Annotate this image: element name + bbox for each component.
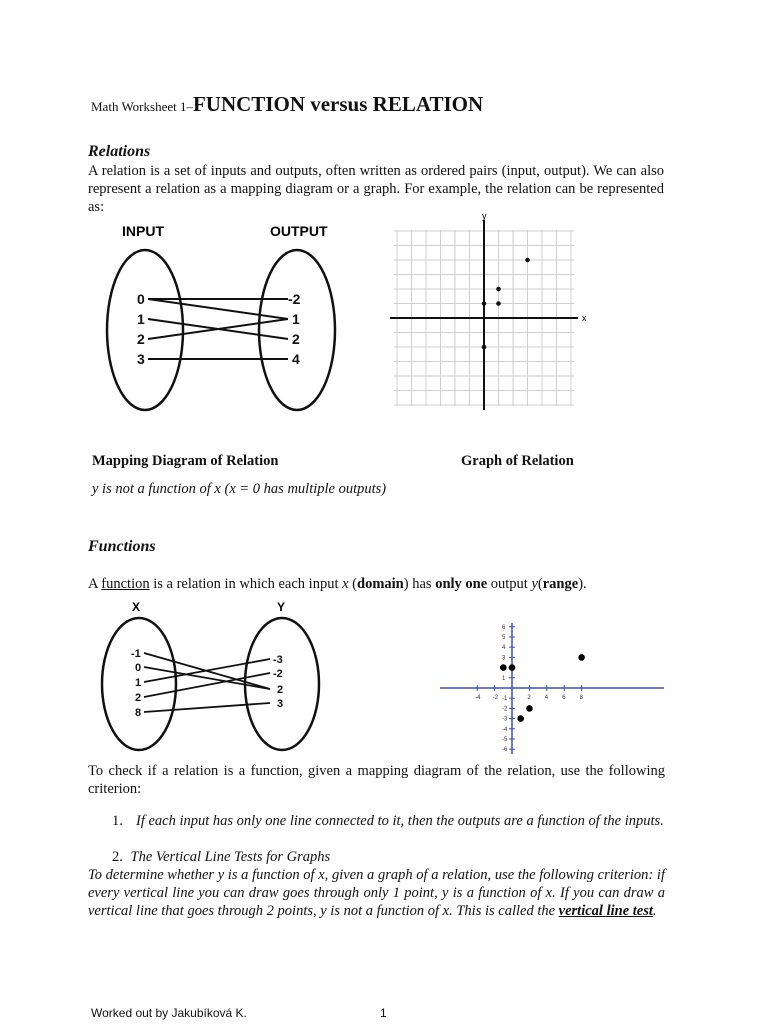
function-point xyxy=(517,715,524,722)
relation-mapping-diagram xyxy=(100,218,345,418)
mapping-caption: Mapping Diagram of Relation xyxy=(92,453,279,469)
output-value: 2 xyxy=(292,331,300,347)
def-x: x xyxy=(342,576,349,592)
y-value: -2 xyxy=(273,668,283,680)
def-text: A xyxy=(88,576,102,592)
x-value: 8 xyxy=(135,707,142,719)
function-mapping-diagram xyxy=(96,598,331,758)
title-prefix: Math Worksheet 1– xyxy=(91,99,193,114)
input-value: 2 xyxy=(137,331,145,347)
x-tick-label: 6 xyxy=(562,695,566,701)
title-main: FUNCTION versus RELATION xyxy=(192,92,484,116)
function-point xyxy=(509,664,516,671)
relations-heading: Relations xyxy=(88,143,151,160)
def-text: ( xyxy=(348,576,358,592)
function-term: function xyxy=(101,576,150,592)
relation-point xyxy=(496,301,501,306)
criterion-text: If each input has only one line connected to it, then the outputs are a function of the inputs. xyxy=(136,813,664,829)
relation-point xyxy=(525,258,530,263)
input-label: INPUT xyxy=(122,223,164,239)
vlt-end: . xyxy=(652,903,657,919)
x-value: -1 xyxy=(131,648,141,660)
output-value: -2 xyxy=(288,291,301,307)
footer-author: Worked out by Jakubíková K. xyxy=(91,1006,247,1020)
x-tick-label: 8 xyxy=(579,695,583,701)
output-oval xyxy=(259,250,335,410)
input-value: 0 xyxy=(137,291,145,307)
function-point xyxy=(578,654,585,661)
output-value: 4 xyxy=(292,351,300,367)
only-one-term: only one xyxy=(435,576,488,592)
x-tick-label: -4 xyxy=(475,695,481,701)
y-tick-label: -2 xyxy=(502,706,508,713)
functions-heading: Functions xyxy=(88,538,156,555)
x-axis-label: x xyxy=(582,313,587,323)
page-title xyxy=(91,92,483,117)
y-tick-label: 4 xyxy=(502,645,506,652)
x-value: 2 xyxy=(135,692,142,704)
x-value: 1 xyxy=(135,677,142,689)
y-tick-label: -1 xyxy=(502,696,508,703)
vertical-line-test-paragraph xyxy=(88,866,665,920)
relation-point xyxy=(496,287,501,292)
function-point xyxy=(526,705,533,712)
y-tick-label: 6 xyxy=(502,624,506,631)
function-point xyxy=(500,664,507,671)
graph-caption: Graph of Relation xyxy=(461,453,574,469)
input-value: 1 xyxy=(137,311,145,327)
def-text: output xyxy=(487,576,532,592)
y-value: 3 xyxy=(277,698,284,710)
check-intro: To check if a relation is a function, given a mapping diagram of the relation, use the following criterion: xyxy=(88,763,665,797)
def-text: ( xyxy=(537,576,543,592)
y-tick-label: -4 xyxy=(502,726,508,733)
range-term: range xyxy=(542,576,579,592)
criterion-1 xyxy=(112,812,672,830)
input-value: 3 xyxy=(137,351,145,367)
criterion-2 xyxy=(112,848,330,866)
relation-graph xyxy=(390,208,600,413)
function-graph xyxy=(435,620,670,760)
criterion-text: The Vertical Line Tests for Graphs xyxy=(130,849,331,865)
output-label: OUTPUT xyxy=(270,223,328,239)
y-tick-label: -6 xyxy=(502,747,508,754)
relation-point xyxy=(482,301,487,306)
domain-term: domain xyxy=(357,576,404,592)
relation-point xyxy=(482,345,487,350)
def-text: ). xyxy=(578,576,587,592)
def-text: ) has xyxy=(403,576,436,592)
def-text: is a relation in which each input xyxy=(149,576,343,592)
map-line xyxy=(144,703,270,712)
footer-page-number: 1 xyxy=(380,1006,387,1020)
criterion-number: 2. xyxy=(112,849,123,865)
relations-intro: A relation is a set of inputs and outputs, often written as ordered pairs (input, output). We can also represent a relation as a mapping diagram or a graph. For example, the relation can be represented as: xyxy=(88,163,664,215)
x-tick-label: -2 xyxy=(492,695,498,701)
y-tick-label: -3 xyxy=(502,716,508,723)
y-set-label: Y xyxy=(277,600,286,614)
y-axis-label: y xyxy=(482,211,487,221)
y-tick-label: -5 xyxy=(502,737,508,743)
vlt-text: To determine whether y is a function of x, given a graph of a relation, use the following criterion: if every vertical line you can draw goes through only 1 point, y is a function of x. If you can draw a vertical line that goes through 2 points, y is not a function of x. This is called the xyxy=(88,867,665,919)
output-value: 1 xyxy=(292,311,300,327)
x-tick-label: 2 xyxy=(527,695,531,701)
y-value: -3 xyxy=(273,654,283,666)
y-tick-label: 1 xyxy=(502,675,506,682)
relation-note: y is not a function of x (x = 0 has multiple outputs) xyxy=(92,481,387,497)
vlt-term: vertical line test xyxy=(558,903,653,919)
x-tick-label: 4 xyxy=(544,695,549,701)
criterion-number: 1. xyxy=(112,813,123,829)
map-line xyxy=(148,299,288,319)
def-y: y xyxy=(531,576,538,592)
y-value: 2 xyxy=(277,684,284,696)
y-tick-label: 5 xyxy=(502,635,506,641)
function-definition xyxy=(88,575,668,593)
x-set-label: X xyxy=(132,600,141,614)
y-tick-label: 3 xyxy=(502,655,506,662)
input-oval xyxy=(107,250,183,410)
x-value: 0 xyxy=(135,662,142,674)
